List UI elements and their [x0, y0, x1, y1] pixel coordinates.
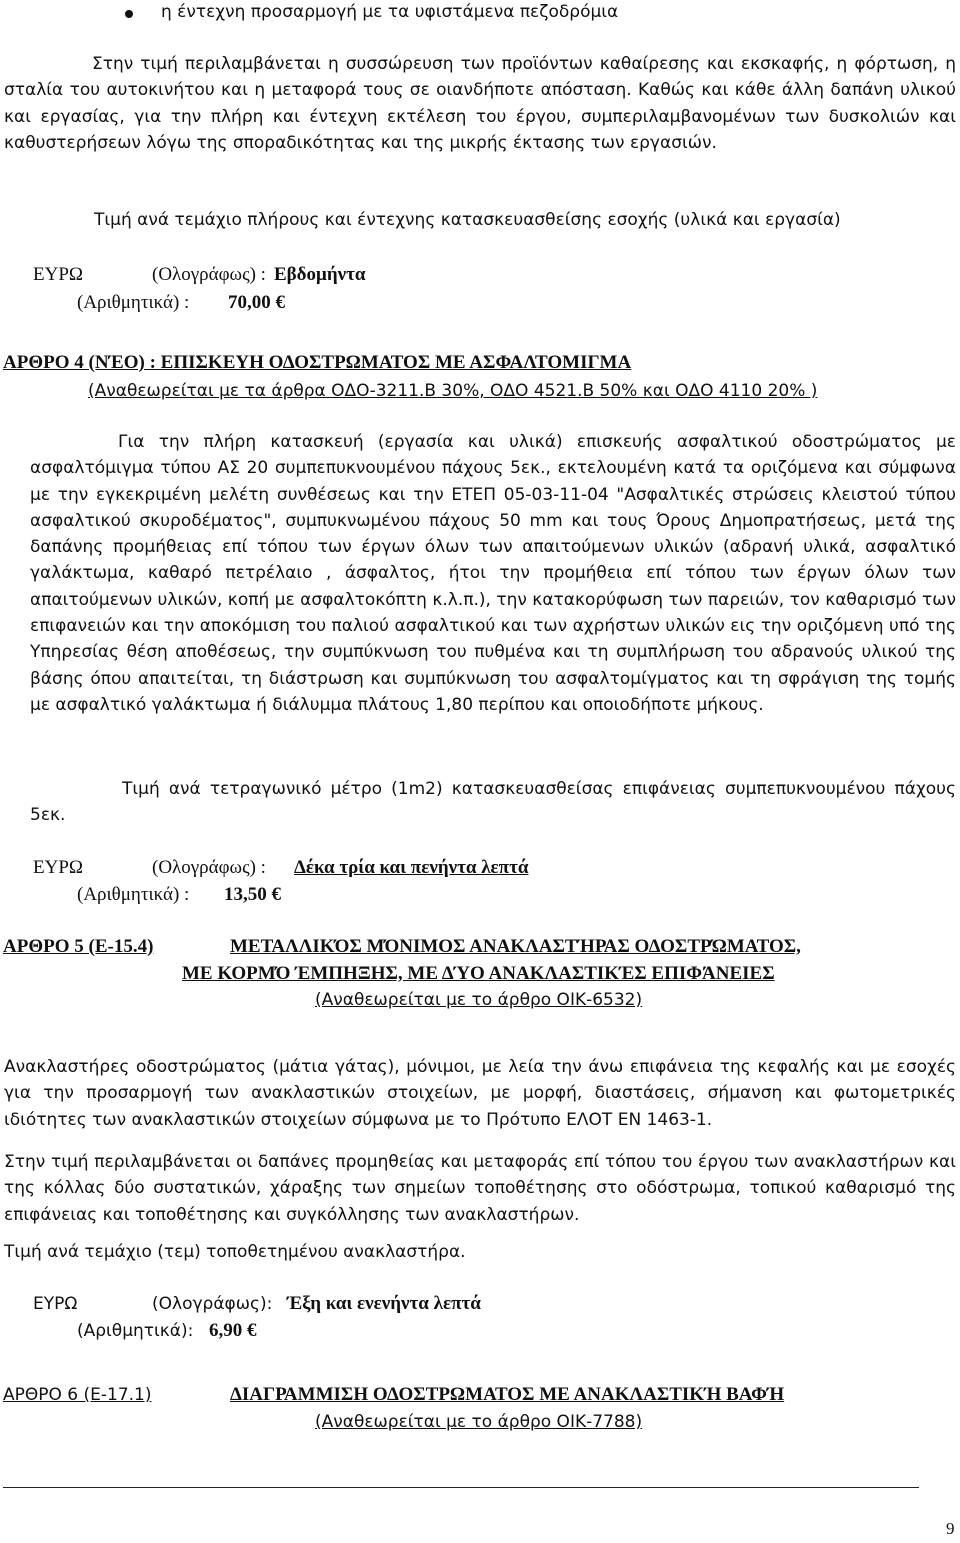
currency-label-1: ΕΥΡΩ: [33, 264, 84, 285]
article-4-body: Για την πλήρη κατασκευή (εργασία και υλικά) επισκευής ασφαλτικού οδοστρώματος με ασφαλτόμιγμα τύπου ΑΣ 20 συμπεπυκνουμένου πάχους 5εκ., εκτελουμένη κατά τα οριζόμενα και σύμφωνα με την εγκεκριμένη μελέτη συνθέσεως και την ΕΤΕΠ 05-03-11-04 "Ασφαλτικές στρώσεις κλειστού τύπου ασφαλτικού σκυροδέματος", συμπυκνωμένου πάχους 50 mm και τους Όρους Δημοπρατήσεως, μετά της δαπάνης προμήθειας επί τόπου των έργων όλων των απαιτούμενων υλικών (αδρανή υλικά, ασφαλτικό γαλάκτωμα, καθαρό πετρέλαιο , άσφαλτος, ήτοι την προμήθεια επί τόπου των έργων όλων των απαιτούμενων υλικών, κοπή με ασφαλτοκόπτη κ.λ.π.), την κατακορύφωση των παρειών, τον καθαρισμό των επιφανειών και την αποκόμιση του παλιού ασφαλτικού και των αχρήστων υλικών εις την οριζόμενη υπό της Υπηρεσίας θέση αποθέσεως, την συμπύκνωση του πυθμένα και τη συμπλήρωση του αδρανούς υλικού της βάσης όπου απαιτείται, τη διάστρωση και συμπύκνωση του ασφαλτομίγματος και τη σφράγιση της τομής με ασφαλτικό γαλάκτωμα ή διάλυμμα πλάτους 1,80 περίπου και οποιοδήποτε μήκους.: [30, 432, 956, 715]
words-value-1: Εβδομήντα: [274, 264, 366, 285]
number-value-2: 13,50 €: [224, 884, 281, 905]
article-6-reference: (Αναθεωρείται με το άρθρο ΟΙΚ-7788): [315, 1412, 643, 1432]
number-label-2: (Αριθμητικά) :: [77, 884, 190, 905]
number-value-1: 70,00 €: [228, 292, 285, 313]
intro-paragraph: Στην τιμή περιλαμβάνεται η συσσώρευση των προϊόντων καθαίρεσης και εκσκαφής, η φόρτωση, η σταλία του αυτοκινήτου και η μεταφορά τους σε οιανδήποτε απόσταση. Καθώς και κάθε άλλη δαπάνη υλικού και εργασίας, για την πλήρη και έντεχνη εκτέλεση του έργου, συμπεριλαμβανομένων των δυσκολιών και καθυστερήσεων λόγω της σποραδικότητας και της μικρής έκτασης των εργασιών.: [4, 54, 956, 153]
words-value-2: Δέκα τρία και πενήντα λεπτά: [294, 857, 529, 878]
article-5-title-line-2: ΜΕ ΚΟΡΜΌ ΈΜΠΗΞΗΣ, ΜΕ ΔΎΟ ΑΝΑΚΛΑΣΤΙΚΈΣ ΕΠΙΦΆΝΕΙΕΣ: [182, 963, 775, 984]
article-5-price-description: Τιμή ανά τεμάχιο (τεμ) τοποθετημένου ανακλαστήρα.: [4, 1242, 466, 1262]
article-6-title: ΔΙΑΓΡΑΜΜΙΣΗ ΟΔΟΣΤΡΩΜΑΤΟΣ ΜΕ ΑΝΑΚΛΑΣΤΙΚΉ ΒΑΦΉ: [230, 1384, 785, 1405]
article-4-price-description: Τιμή ανά τετραγωνικό μέτρο (1m2) κατασκευασθείσας επιφάνειας συμπεπυκνουμένου πάχους 5εκ.: [30, 779, 956, 826]
number-label-3: (Αριθμητικά):: [77, 1321, 194, 1341]
number-value-3: 6,90 €: [209, 1320, 257, 1341]
article-4-title: ΑΡΘΡΟ 4 (ΝΈΟ) : ΕΠΙΣΚΕΥΗ ΟΔΟΣΤΡΩΜΑΤΟΣ ΜΕ ΑΣΦΑΛΤΟΜΙΓΜΑ: [3, 352, 632, 373]
article-5-title-line-1: ΜΕΤΑΛΛΙΚΌΣ ΜΌΝΙΜΟΣ ΑΝΑΚΛΑΣΤΉΡΑΣ ΟΔΟΣΤΡΏΜΑΤΟΣ,: [230, 936, 801, 957]
euro-icon: €: [271, 884, 281, 905]
bullet-dot-icon: [125, 10, 133, 18]
article-5-label: ΑΡΘΡΟ 5 (Ε-15.4): [3, 936, 154, 957]
words-value-3: Έξη και ενενήντα λεπτά: [287, 1293, 481, 1314]
euro-icon: €: [275, 292, 285, 313]
article-5-paragraph-2: Στην τιμή περιλαμβάνεται οι δαπάνες προμηθείας και μεταφοράς επί τόπου του έργου των ανακλαστήρων και της κόλλας δύο συστατικών, χάραξης των σημείων τοποθέτησης στο οδόστρωμα, τοπικού καθαρισμό της επιφάνειας και τοποθέτησης και συγκόλλησης των ανακλαστήρων.: [4, 1152, 956, 1225]
words-label-1: (Ολογράφως) :: [152, 264, 266, 285]
euro-icon: €: [247, 1320, 257, 1341]
currency-label-2: ΕΥΡΩ: [33, 857, 84, 878]
footer-rule: [3, 1487, 919, 1488]
article-4-reference: (Αναθεωρείται με τα άρθρα ΟΔΟ-3211.Β 30%, ΟΔΟ 4521.Β 50% και ΟΔΟ 4110 20% ): [88, 381, 818, 401]
article-6-label: ΑΡΘΡΟ 6 (Ε-17.1): [3, 1385, 152, 1405]
price-description-1: Τιμή ανά τεμάχιο πλήρους και έντεχνης κατασκευασθείσης εσοχής (υλικά και εργασία): [94, 210, 841, 230]
page-number: 9: [946, 1519, 955, 1538]
currency-label-3: ΕΥΡΩ: [33, 1294, 78, 1314]
bullet-text: η έντεχνη προσαρμογή με τα υφιστάμενα πεζοδρόμια: [161, 2, 619, 22]
article-5-reference: (Αναθεωρείται με το άρθρο ΟΙΚ-6532): [315, 990, 643, 1010]
article-5-paragraph-1: Ανακλαστήρες οδοστρώματος (μάτια γάτας), μόνιμοι, με λεία την άνω επιφάνεια της κεφαλής και με εσοχές για την προσαρμογή των ανακλαστικών στοιχείων, με μορφή, διαστάσεις, σήμανση και φωτομετρικές ιδιότητες των ανακλαστικών στοιχείων σύμφωνα με το Πρότυπο ΕΛΟΤ ΕΝ 1463-1.: [4, 1057, 956, 1130]
words-label-2: (Ολογράφως) :: [152, 857, 266, 878]
words-label-3: (Ολογράφως):: [152, 1294, 273, 1314]
number-label-1: (Αριθμητικά) :: [77, 292, 190, 313]
